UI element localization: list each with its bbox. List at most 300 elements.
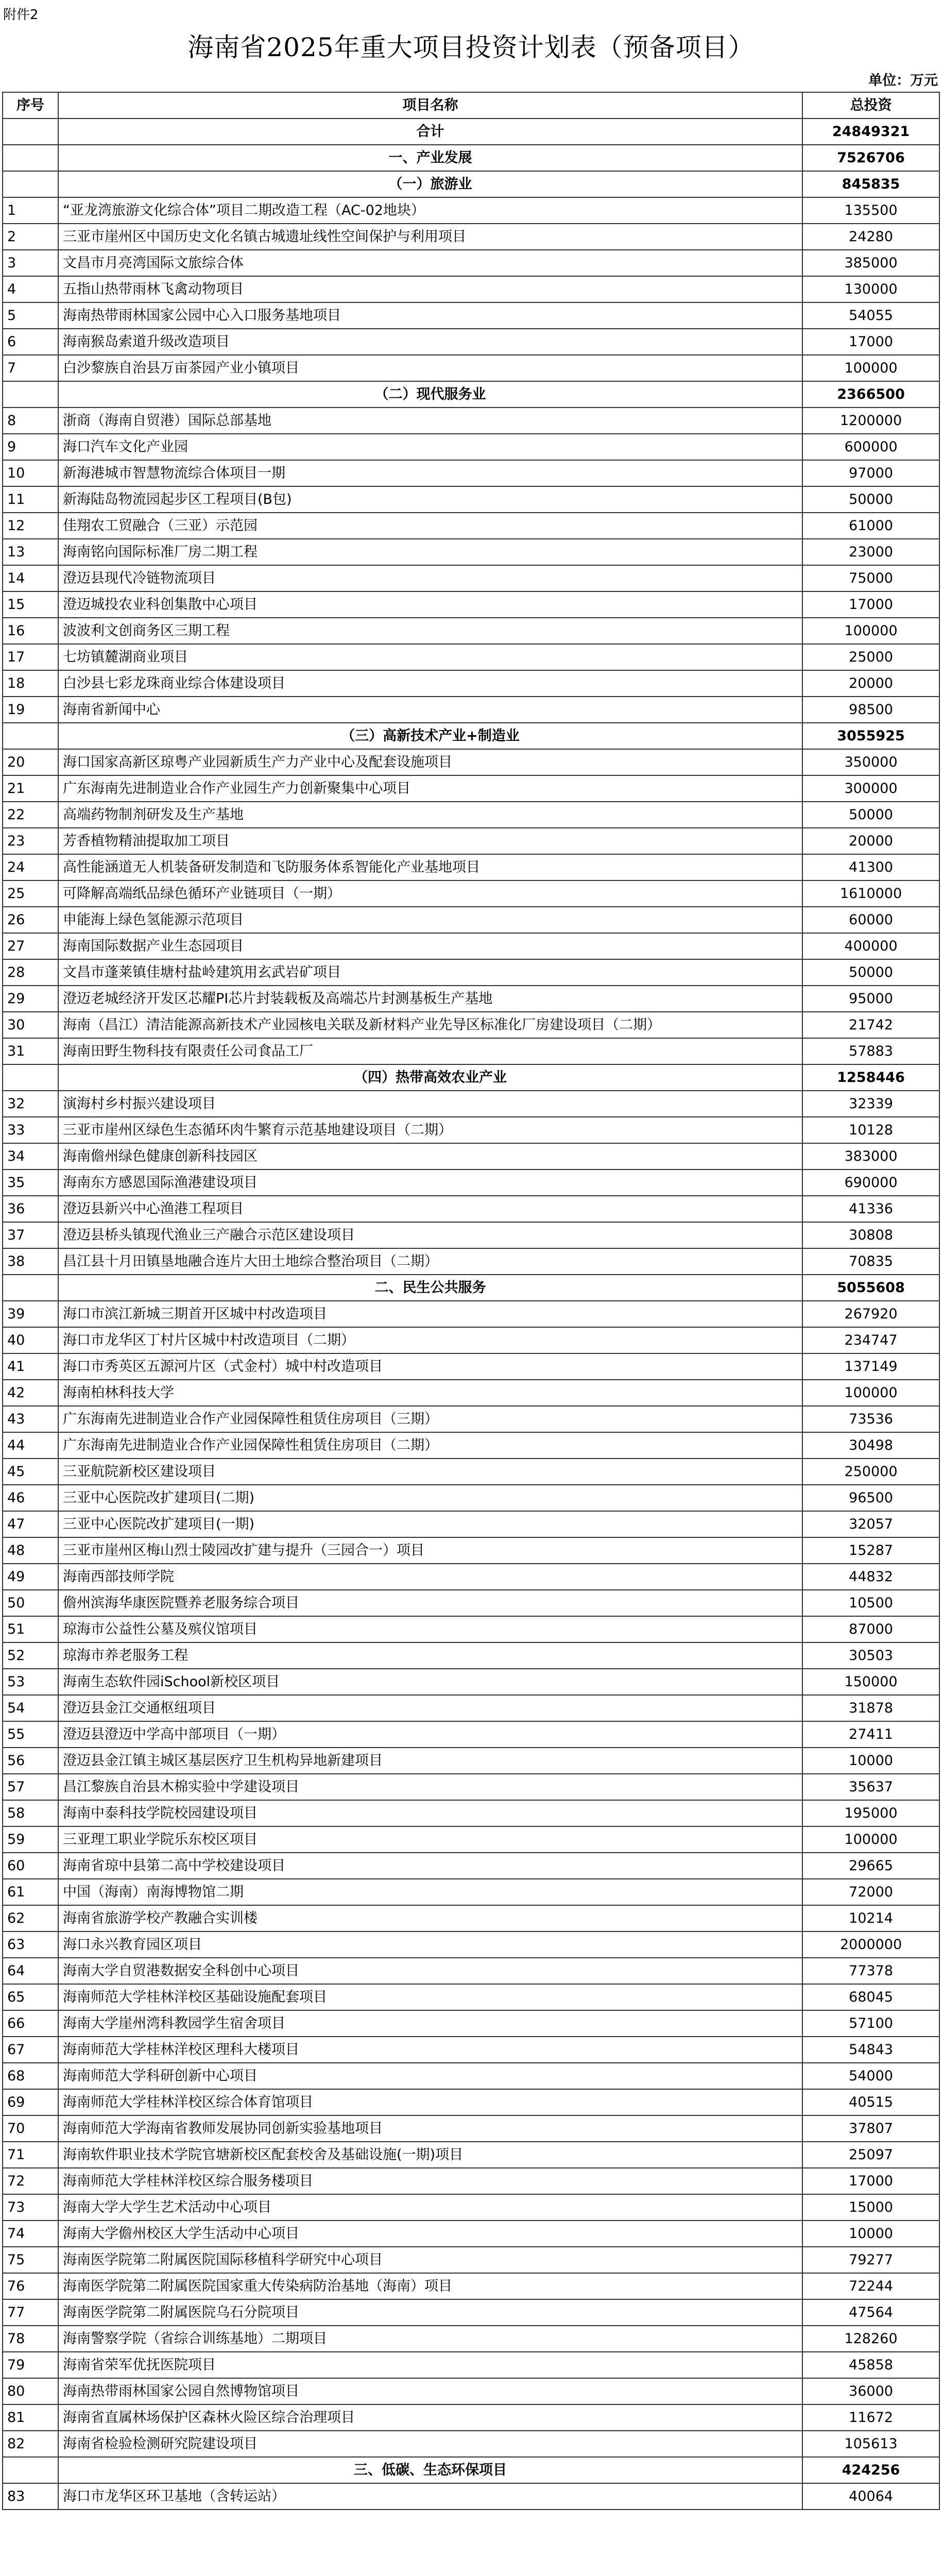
row-index: 23 (3, 828, 58, 854)
table-row (3, 591, 939, 618)
total-investment: 54055 (802, 302, 939, 329)
table-row (3, 959, 939, 986)
project-name: 海南师范大学桂林洋校区基础设施配套项目 (58, 1984, 802, 2010)
total-investment: 44832 (802, 1564, 939, 1590)
row-index: 50 (3, 1590, 58, 1616)
table-row (3, 854, 939, 880)
row-index: 15 (3, 591, 58, 618)
project-name: 海南软件职业技术学院官塘新校区配套校舍及基础设施(一期)项目 (58, 2142, 802, 2168)
row-index: 52 (3, 1642, 58, 1669)
project-name: 海口市滨江新城三期首开区城中村改造项目 (58, 1301, 802, 1327)
row-index: 16 (3, 618, 58, 644)
table-row (3, 1931, 939, 1958)
row-index (3, 723, 58, 749)
project-name: 海南医学院第二附属医院乌石分院项目 (58, 2299, 802, 2326)
table-row (3, 565, 939, 591)
project-name: 海南医学院第二附属医院国际移植科学研究中心项目 (58, 2247, 802, 2273)
total-investment: 29665 (802, 1853, 939, 1879)
total-investment: 57883 (802, 1038, 939, 1064)
total-investment: 24280 (802, 224, 939, 250)
project-name: 澄迈县金江镇主城区基层医疗卫生机构异地新建项目 (58, 1748, 802, 1774)
row-index: 49 (3, 1564, 58, 1590)
project-name: 海南中泰科技学院校园建设项目 (58, 1800, 802, 1826)
attachment-label: 附件2 (3, 7, 39, 23)
total-investment: 424256 (802, 2457, 939, 2483)
table-row (3, 1485, 939, 1511)
project-name: 芳香植物精油提取加工项目 (58, 828, 802, 854)
project-name: 新海陆岛物流园起步区工程项目(B包) (58, 486, 802, 513)
project-name: 澄迈县桥头镇现代渔业三产融合示范区建设项目 (58, 1222, 802, 1248)
total-investment: 37807 (802, 2115, 939, 2142)
project-name: （三）高新技术产业+制造业 (58, 723, 802, 749)
project-name: 海南师范大学桂林洋校区综合服务楼项目 (58, 2168, 802, 2194)
total-investment: 195000 (802, 1800, 939, 1826)
project-name: 海南省直属林场保护区森林火险区综合治理项目 (58, 2404, 802, 2431)
total-investment: 45858 (802, 2352, 939, 2378)
row-index: 35 (3, 1170, 58, 1196)
project-name: 海南师范大学桂林洋校区理科大楼项目 (58, 2037, 802, 2063)
row-index: 53 (3, 1669, 58, 1695)
total-row (3, 118, 939, 145)
project-name: 高性能涵道无人机装备研发制造和飞防服务体系智能化产业基地项目 (58, 854, 802, 880)
unit-label: 单位：万元 (868, 73, 938, 89)
project-name: 海南大学崖州湾科教园学生宿舍项目 (58, 2010, 802, 2037)
row-index: 21 (3, 775, 58, 802)
total-investment: 98500 (802, 697, 939, 723)
project-name: 澄迈城投农业科创集散中心项目 (58, 591, 802, 618)
row-index: 1 (3, 197, 58, 224)
row-index: 42 (3, 1380, 58, 1406)
row-index: 83 (3, 2483, 58, 2510)
table-row (3, 1038, 939, 1064)
row-index: 8 (3, 408, 58, 434)
table-row (3, 1879, 939, 1905)
project-name: 琼海市公益性公墓及殡仪馆项目 (58, 1616, 802, 1642)
total-investment: 41300 (802, 854, 939, 880)
total-investment: 24849321 (802, 118, 939, 145)
project-name: 海南省新闻中心 (58, 697, 802, 723)
row-index: 25 (3, 880, 58, 907)
project-name: 澄迈县澄迈中学高中部项目（一期） (58, 1721, 802, 1748)
total-investment: 300000 (802, 775, 939, 802)
project-name: 儋州滨海华康医院暨养老服务综合项目 (58, 1590, 802, 1616)
header-total-investment: 总投资 (802, 92, 939, 118)
table-row (3, 1905, 939, 1931)
row-index (3, 171, 58, 197)
table-row (3, 618, 939, 644)
total-investment: 100000 (802, 618, 939, 644)
table-row (3, 329, 939, 355)
project-name: 广东海南先进制造业合作产业园保障性租赁住房项目（三期） (58, 1406, 802, 1432)
row-index: 57 (3, 1774, 58, 1800)
project-name: 海南警察学院（省综合训练基地）二期项目 (58, 2326, 802, 2352)
total-investment: 10128 (802, 1117, 939, 1143)
total-investment: 385000 (802, 250, 939, 276)
project-name: 海南儋州绿色健康创新科技园区 (58, 1143, 802, 1170)
table-row (3, 2299, 939, 2326)
table-row (3, 1012, 939, 1038)
table-row (3, 1564, 939, 1590)
total-investment: 11672 (802, 2404, 939, 2431)
row-index: 78 (3, 2326, 58, 2352)
total-investment: 68045 (802, 1984, 939, 2010)
total-investment: 30498 (802, 1432, 939, 1459)
table-row (3, 670, 939, 697)
row-index: 46 (3, 1485, 58, 1511)
total-investment: 54843 (802, 2037, 939, 2063)
total-investment: 75000 (802, 565, 939, 591)
project-name: 海南省旅游学校产教融合实训楼 (58, 1905, 802, 1931)
table-row (3, 302, 939, 329)
row-index: 58 (3, 1800, 58, 1826)
total-investment: 250000 (802, 1459, 939, 1485)
project-name: 三亚市崖州区梅山烈士陵园改扩建与提升（三园合一）项目 (58, 1537, 802, 1564)
total-investment: 1610000 (802, 880, 939, 907)
row-index: 14 (3, 565, 58, 591)
row-index (3, 2457, 58, 2483)
row-index: 51 (3, 1616, 58, 1642)
table-row (3, 1222, 939, 1248)
total-investment: 60000 (802, 907, 939, 933)
row-index: 24 (3, 854, 58, 880)
row-index: 80 (3, 2378, 58, 2404)
row-index (3, 118, 58, 145)
project-name: 三亚中心医院改扩建项目(二期) (58, 1485, 802, 1511)
project-name: 高端药物制剂研发及生产基地 (58, 802, 802, 828)
row-index: 64 (3, 1958, 58, 1984)
total-investment: 100000 (802, 355, 939, 381)
project-name: 浙商（海南自贸港）国际总部基地 (58, 408, 802, 434)
row-index: 44 (3, 1432, 58, 1459)
project-name: 海南师范大学科研创新中心项目 (58, 2063, 802, 2089)
table-row (3, 802, 939, 828)
row-index: 19 (3, 697, 58, 723)
project-name: 海口市秀英区五源河片区（式金村）城中村改造项目 (58, 1353, 802, 1380)
project-name: 白沙县七彩龙珠商业综合体建设项目 (58, 670, 802, 697)
row-index: 4 (3, 276, 58, 302)
table-row (3, 1721, 939, 1748)
row-index: 68 (3, 2063, 58, 2089)
header-index: 序号 (3, 92, 58, 118)
row-index: 65 (3, 1984, 58, 2010)
subcategory-row (3, 1064, 939, 1091)
table-row (3, 1432, 939, 1459)
table-row (3, 2089, 939, 2115)
table-row (3, 1853, 939, 1879)
row-index: 55 (3, 1721, 58, 1748)
project-name: 海南省检验检测研究院建设项目 (58, 2431, 802, 2457)
total-investment: 234747 (802, 1327, 939, 1353)
table-row (3, 1143, 939, 1170)
total-investment: 70835 (802, 1248, 939, 1275)
total-investment: 50000 (802, 486, 939, 513)
table-row (3, 749, 939, 775)
project-name: 海口国家高新区琼粤产业园新质生产力产业中心及配套设施项目 (58, 749, 802, 775)
total-investment: 79277 (802, 2247, 939, 2273)
row-index: 81 (3, 2404, 58, 2431)
project-name: （四）热带高效农业产业 (58, 1064, 802, 1091)
table-row (3, 355, 939, 381)
total-investment: 27411 (802, 1721, 939, 1748)
row-index: 18 (3, 670, 58, 697)
project-name: 海南大学儋州校区大学生活动中心项目 (58, 2221, 802, 2247)
total-investment: 690000 (802, 1170, 939, 1196)
total-investment: 2000000 (802, 1931, 939, 1958)
row-index: 79 (3, 2352, 58, 2378)
row-index: 77 (3, 2299, 58, 2326)
project-name: 二、民生公共服务 (58, 1275, 802, 1301)
row-index: 2 (3, 224, 58, 250)
table-row (3, 1748, 939, 1774)
table-row (3, 539, 939, 565)
row-index: 37 (3, 1222, 58, 1248)
table-row (3, 2115, 939, 2142)
table-header-row (3, 92, 939, 118)
total-investment: 40064 (802, 2483, 939, 2510)
row-index: 20 (3, 749, 58, 775)
project-name: 广东海南先进制造业合作产业园保障性租赁住房项目（二期） (58, 1432, 802, 1459)
table-row (3, 2194, 939, 2221)
total-investment: 600000 (802, 434, 939, 460)
total-investment: 47564 (802, 2299, 939, 2326)
total-investment: 32057 (802, 1511, 939, 1537)
table-row (3, 1170, 939, 1196)
table-row (3, 1826, 939, 1853)
project-name: 澄迈老城经济开发区芯耀PI芯片封装载板及高端芯片封测基板生产基地 (58, 986, 802, 1012)
project-name: 海口市龙华区丁村片区城中村改造项目（二期） (58, 1327, 802, 1353)
total-investment: 54000 (802, 2063, 939, 2089)
total-investment: 1200000 (802, 408, 939, 434)
table-row (3, 1091, 939, 1117)
table-row (3, 697, 939, 723)
project-name: 海南生态软件园iSchool新校区项目 (58, 1669, 802, 1695)
row-index: 22 (3, 802, 58, 828)
total-investment: 10214 (802, 1905, 939, 1931)
table-row (3, 1511, 939, 1537)
page-title: 海南省2025年重大项目投资计划表（预备项目） (187, 32, 755, 62)
project-name: 海南国际数据产业生态园项目 (58, 933, 802, 959)
header-project-name: 项目名称 (58, 92, 802, 118)
row-index: 54 (3, 1695, 58, 1721)
table-row (3, 907, 939, 933)
project-name: 海南热带雨林国家公园自然博物馆项目 (58, 2378, 802, 2404)
table-row (3, 2221, 939, 2247)
table-row (3, 513, 939, 539)
total-investment: 1258446 (802, 1064, 939, 1091)
row-index: 31 (3, 1038, 58, 1064)
row-index: 62 (3, 1905, 58, 1931)
project-name: 三亚理工职业学院乐东校区项目 (58, 1826, 802, 1853)
row-index: 7 (3, 355, 58, 381)
project-name: 海南省琼中县第二高中学校建设项目 (58, 1853, 802, 1879)
table-row (3, 2404, 939, 2431)
table-row (3, 224, 939, 250)
project-name: 一、产业发展 (58, 145, 802, 171)
project-name: （二）现代服务业 (58, 381, 802, 408)
row-index: 61 (3, 1879, 58, 1905)
table-row (3, 2378, 939, 2404)
project-name: 海南柏林科技大学 (58, 1380, 802, 1406)
total-investment: 10000 (802, 2221, 939, 2247)
project-name: 五指山热带雨林飞禽动物项目 (58, 276, 802, 302)
row-index: 43 (3, 1406, 58, 1432)
row-index: 12 (3, 513, 58, 539)
project-name: 海南师范大学桂林洋校区综合体育馆项目 (58, 2089, 802, 2115)
table-row (3, 880, 939, 907)
row-index: 60 (3, 1853, 58, 1879)
project-name: 新海港城市智慧物流综合体项目一期 (58, 460, 802, 486)
project-name: （一）旅游业 (58, 171, 802, 197)
row-index (3, 145, 58, 171)
row-index: 9 (3, 434, 58, 460)
table-row (3, 1248, 939, 1275)
project-name: 海南大学大学生艺术活动中心项目 (58, 2194, 802, 2221)
total-investment: 73536 (802, 1406, 939, 1432)
table-row (3, 1669, 939, 1695)
project-name: 海南田野生物科技有限责任公司食品工厂 (58, 1038, 802, 1064)
row-index: 66 (3, 2010, 58, 2037)
row-index: 41 (3, 1353, 58, 1380)
total-investment: 25000 (802, 644, 939, 670)
row-index: 56 (3, 1748, 58, 1774)
table-row (3, 2010, 939, 2037)
project-name: 海口汽车文化产业园 (58, 434, 802, 460)
project-name: 琼海市养老服务工程 (58, 1642, 802, 1669)
project-name: 佳翔农工贸融合（三亚）示范园 (58, 513, 802, 539)
row-index: 76 (3, 2273, 58, 2299)
total-investment: 31878 (802, 1695, 939, 1721)
project-name: 澄迈县金江交通枢纽项目 (58, 1695, 802, 1721)
row-index: 73 (3, 2194, 58, 2221)
project-name: 中国（海南）南海博物馆二期 (58, 1879, 802, 1905)
total-investment: 20000 (802, 670, 939, 697)
project-name: 海口市龙华区环卫基地（含转运站） (58, 2483, 802, 2510)
table-row (3, 2483, 939, 2510)
row-index: 32 (3, 1091, 58, 1117)
row-index (3, 1064, 58, 1091)
total-investment: 57100 (802, 2010, 939, 2037)
project-name: 海南（昌江）清洁能源高新技术产业园核电关联及新材料产业先导区标准化厂房建设项目（二期） (58, 1012, 802, 1038)
project-name: 澄迈县新兴中心渔港工程项目 (58, 1196, 802, 1222)
table-row (3, 2352, 939, 2378)
table-row (3, 1380, 939, 1406)
row-index (3, 1275, 58, 1301)
total-investment: 10000 (802, 1748, 939, 1774)
table-row (3, 1353, 939, 1380)
project-name: 文昌市月亮湾国际文旅综合体 (58, 250, 802, 276)
total-investment: 128260 (802, 2326, 939, 2352)
table-row (3, 1695, 939, 1721)
row-index: 72 (3, 2168, 58, 2194)
project-name: 三、低碳、生态环保项目 (58, 2457, 802, 2483)
total-investment: 150000 (802, 1669, 939, 1695)
table-row (3, 2431, 939, 2457)
total-investment: 7526706 (802, 145, 939, 171)
total-investment: 41336 (802, 1196, 939, 1222)
project-name: 三亚市崖州区中国历史文化名镇古城遗址线性空间保护与利用项目 (58, 224, 802, 250)
subcategory-row (3, 171, 939, 197)
row-index: 6 (3, 329, 58, 355)
row-index: 17 (3, 644, 58, 670)
table-row (3, 1537, 939, 1564)
row-index: 13 (3, 539, 58, 565)
row-index: 29 (3, 986, 58, 1012)
row-index: 3 (3, 250, 58, 276)
table-row (3, 2326, 939, 2352)
total-investment: 10500 (802, 1590, 939, 1616)
project-name: 白沙黎族自治县万亩茶园产业小镇项目 (58, 355, 802, 381)
row-index: 27 (3, 933, 58, 959)
total-investment: 25097 (802, 2142, 939, 2168)
total-investment: 50000 (802, 802, 939, 828)
project-name: 昌江县十月田镇垦地融合连片大田土地综合整治项目（二期） (58, 1248, 802, 1275)
project-name: “亚龙湾旅游文化综合体”项目二期改造工程（AC-02地块） (58, 197, 802, 224)
row-index: 82 (3, 2431, 58, 2457)
row-index: 48 (3, 1537, 58, 1564)
row-index: 69 (3, 2089, 58, 2115)
total-investment: 20000 (802, 828, 939, 854)
table-row (3, 1327, 939, 1353)
table-row (3, 2273, 939, 2299)
total-investment: 40515 (802, 2089, 939, 2115)
project-name: 海南东方感恩国际渔港建设项目 (58, 1170, 802, 1196)
project-name: 七坊镇麓湖商业项目 (58, 644, 802, 670)
total-investment: 100000 (802, 1826, 939, 1853)
table-row (3, 1616, 939, 1642)
project-name: 海南热带雨林国家公园中心入口服务基地项目 (58, 302, 802, 329)
total-investment: 72000 (802, 1879, 939, 1905)
project-name: 海南西部技师学院 (58, 1564, 802, 1590)
project-name: 海南大学自贸港数据安全科创中心项目 (58, 1958, 802, 1984)
subcategory-row (3, 381, 939, 408)
table-row (3, 828, 939, 854)
total-investment: 2366500 (802, 381, 939, 408)
table-row (3, 2247, 939, 2273)
table-row (3, 276, 939, 302)
table-row (3, 1301, 939, 1327)
row-index: 11 (3, 486, 58, 513)
total-investment: 95000 (802, 986, 939, 1012)
row-index: 39 (3, 1301, 58, 1327)
total-investment: 72244 (802, 2273, 939, 2299)
project-name: 申能海上绿色氢能源示范项目 (58, 907, 802, 933)
total-investment: 21742 (802, 1012, 939, 1038)
table-row (3, 2037, 939, 2063)
total-investment: 15000 (802, 2194, 939, 2221)
row-index: 59 (3, 1826, 58, 1853)
row-index: 47 (3, 1511, 58, 1537)
table-row (3, 1800, 939, 1826)
total-investment: 77378 (802, 1958, 939, 1984)
total-investment: 17000 (802, 2168, 939, 2194)
total-investment: 137149 (802, 1353, 939, 1380)
table-row (3, 775, 939, 802)
row-index: 74 (3, 2221, 58, 2247)
row-index: 36 (3, 1196, 58, 1222)
row-index: 10 (3, 460, 58, 486)
total-investment: 350000 (802, 749, 939, 775)
total-investment: 36000 (802, 2378, 939, 2404)
row-index: 34 (3, 1143, 58, 1170)
row-index: 75 (3, 2247, 58, 2273)
total-investment: 135500 (802, 197, 939, 224)
table-row (3, 1590, 939, 1616)
row-index: 5 (3, 302, 58, 329)
table-row (3, 2142, 939, 2168)
table-row (3, 1406, 939, 1432)
total-investment: 130000 (802, 276, 939, 302)
total-investment: 30808 (802, 1222, 939, 1248)
